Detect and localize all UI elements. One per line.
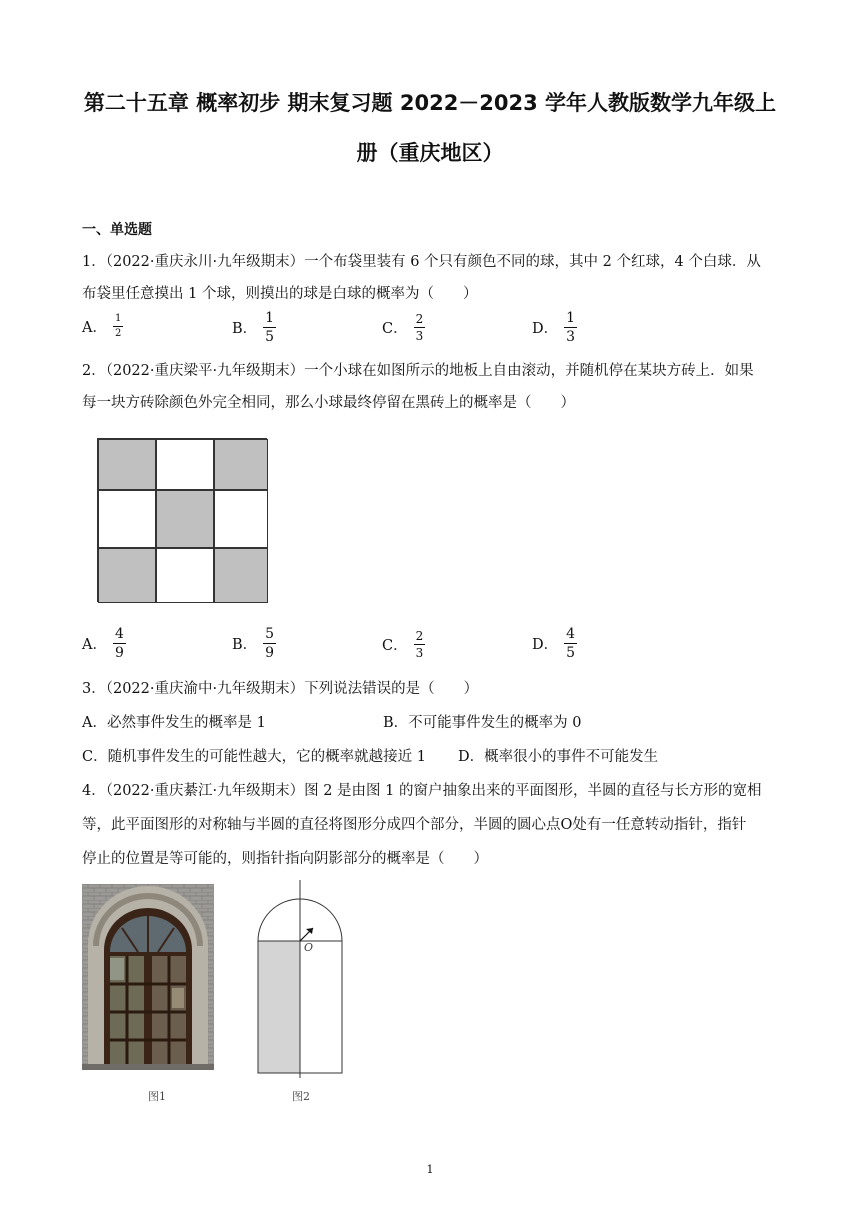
fraction: $\frac{1}{5}$ bbox=[265, 310, 275, 345]
center-point-label: O bbox=[304, 941, 314, 954]
q3-option-b: B．不可能事件发生的概率为 0 bbox=[383, 715, 582, 731]
fraction: $\frac{5}{9}$ bbox=[265, 626, 275, 661]
light-tile bbox=[98, 490, 156, 548]
light-tile bbox=[156, 548, 214, 603]
q3-option-a: A．必然事件发生的概率是 1 bbox=[82, 715, 266, 731]
q1-option-c: C． $\frac{2}{3}$ bbox=[382, 312, 424, 343]
q1-option-d: D． $\frac{1}{3}$ bbox=[532, 310, 576, 345]
fraction: $\frac{4}{5}$ bbox=[566, 626, 576, 661]
q2-text-line2: 每一块方砖除颜色外完全相同，那么小球最终停留在黑砖上的概率是（ ） bbox=[82, 395, 575, 411]
light-tile bbox=[214, 490, 268, 548]
dark-tile bbox=[98, 439, 156, 490]
figure2-caption: 图2 bbox=[292, 1090, 310, 1103]
q4-text-line2: 等，此平面图形的对称轴与半圆的直径将图形分成四个部分，半圆的圆心点O处有一任意转动指针，指针 bbox=[82, 817, 747, 833]
fraction: $\frac{1}{3}$ bbox=[566, 310, 576, 345]
floor-tile-grid bbox=[97, 438, 267, 602]
q4-text-line3: 停止的位置是等可能的，则指针指向阴影部分的概率是（ ） bbox=[82, 851, 488, 867]
q2-option-b: B． $\frac{5}{9}$ bbox=[232, 626, 275, 661]
section-heading: 一、单选题 bbox=[82, 222, 152, 238]
window-photo bbox=[82, 884, 214, 1070]
q1-option-a: A． $\frac{1}{2}$ bbox=[82, 313, 122, 339]
q2-option-c: C． $\frac{2}{3}$ bbox=[382, 629, 424, 660]
window-diagram bbox=[250, 878, 350, 1078]
dark-tile bbox=[214, 548, 268, 603]
figure1-caption: 图1 bbox=[148, 1090, 166, 1103]
q3-text: 3．（2022·重庆渝中·九年级期末）下列说法错误的是（ ） bbox=[82, 681, 479, 697]
dark-tile bbox=[156, 490, 214, 548]
q1-option-b: B． $\frac{1}{5}$ bbox=[232, 310, 275, 345]
doc-title-line1: 第二十五章 概率初步 期末复习题 2022－2023 学年人教版数学九年级上 bbox=[83, 91, 777, 115]
q1-text-line1: 1．（2022·重庆永川·九年级期末）一个布袋里装有 6 个只有颜色不同的球，其中 2 个红球，4 个白球．从 bbox=[82, 254, 761, 270]
q3-option-c: C．随机事件发生的可能性越大，它的概率就越接近 1 bbox=[82, 749, 426, 765]
dark-tile bbox=[214, 439, 268, 490]
q1-text-line2: 布袋里任意摸出 1 个球，则摸出的球是白球的概率为（ ） bbox=[82, 286, 478, 302]
q4-text-line1: 4．（2022·重庆綦江·九年级期末）图 2 是由图 1 的窗户抽象出来的平面图形，半圆的直径与长方形的宽相 bbox=[82, 783, 762, 799]
fraction: $\frac{1}{2}$ bbox=[114, 313, 122, 339]
page-number: 1 bbox=[426, 1163, 434, 1176]
light-tile bbox=[156, 439, 214, 490]
q2-option-a: A． $\frac{4}{9}$ bbox=[82, 626, 124, 661]
q2-text-line1: 2．（2022·重庆梁平·九年级期末）一个小球在如图所示的地板上自由滚动，并随机停在某块方砖上．如果 bbox=[82, 363, 754, 379]
doc-title-line2: 册（重庆地区） bbox=[356, 141, 504, 165]
fraction: $\frac{2}{3}$ bbox=[415, 629, 424, 660]
dark-tile bbox=[98, 548, 156, 603]
fraction: $\frac{2}{3}$ bbox=[415, 312, 424, 343]
q3-option-d: D．概率很小的事件不可能发生 bbox=[458, 749, 659, 765]
q2-option-d: D． $\frac{4}{5}$ bbox=[532, 626, 576, 661]
fraction: $\frac{4}{9}$ bbox=[114, 626, 124, 661]
